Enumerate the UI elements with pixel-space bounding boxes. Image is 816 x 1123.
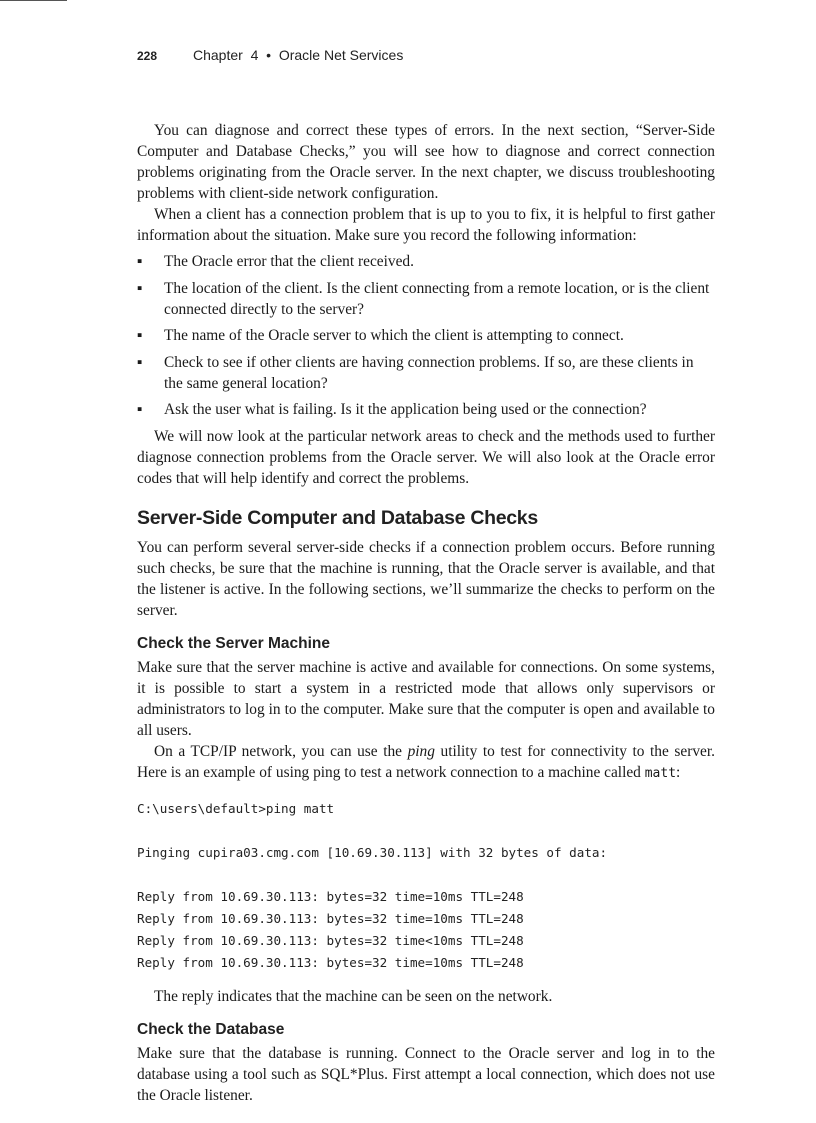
text-run: utility to test for connectivity to the server. Here is an example of using ping to test a network connection to a machine called — [137, 742, 715, 781]
chapter-title: Chapter 4 • Oracle Net Services — [193, 47, 404, 63]
corner-rule — [0, 0, 67, 1]
list-item-text: The location of the client. Is the client connecting from a remote location, or is the client connected directly to the server? — [164, 279, 710, 318]
code-line: Pinging cupira03.cmg.com [10.69.30.113] with 32 bytes of data: — [137, 844, 608, 860]
subsection-heading-machine: Check the Server Machine — [137, 634, 330, 652]
page-number: 228 — [137, 49, 158, 63]
list-item-text: The name of the Oracle server to which the client is attempting to connect. — [164, 327, 624, 344]
subsection-heading-database: Check the Database — [137, 1020, 285, 1038]
machine-paragraph-3: The reply indicates that the machine can be seen on the network. — [154, 987, 553, 1005]
section-paragraph: You can perform several server-side checks if a connection problem occurs. Before running such checks, be sure that the machine is running, that the Oracle server is available, and that the listener is active. In the following sections, we’ll summarize the checks to perform on the server. — [137, 538, 715, 619]
bullet-icon: ▪ — [137, 401, 143, 418]
bullet-icon: ▪ — [137, 279, 143, 297]
code-line: C:\users\default>ping matt — [137, 800, 335, 816]
page-body — [137, 120, 715, 1106]
list-item — [137, 278, 715, 320]
list-item — [137, 251, 715, 272]
machine-paragraph-1: Make sure that the server machine is active and available for connections. On some systems, it is possible to start a system in a restricted mode that allows only supervisors or administrators to log in to the computer. Make sure that the computer is open and available to all users. — [137, 658, 715, 739]
bullet-icon: ▪ — [137, 353, 143, 371]
code-line: Reply from 10.69.30.113: bytes=32 time=10ms TTL=248 — [137, 888, 524, 904]
code-line: Reply from 10.69.30.113: bytes=32 time=10ms TTL=248 — [137, 910, 524, 926]
ping-code-block — [137, 798, 715, 974]
list-item-text: Ask the user what is failing. Is it the application being used or the connection? — [164, 401, 647, 418]
section-heading: Server-Side Computer and Database Checks — [137, 506, 538, 529]
text-run: On a TCP/IP network, you can use the — [154, 742, 408, 760]
list-item-text: Check to see if other clients are having connection problems. If so, are these clients in the same general location? — [164, 353, 694, 392]
intro-paragraph-2: When a client has a connection problem that is up to you to fix, it is helpful to first gather information about the situation. Make sure you record the following information: — [137, 206, 715, 244]
machine-paragraph-2 — [137, 741, 715, 784]
list-item — [137, 325, 715, 346]
intro-paragraph-3: We will now look at the particular network areas to check and the methods used to further diagnose connection problems from the Oracle server. We will also look at the Oracle error codes that will help identify and correct the problems. — [137, 427, 715, 487]
list-item-text: The Oracle error that the client received. — [164, 253, 414, 270]
bullet-icon: ▪ — [137, 253, 143, 270]
code-line: Reply from 10.69.30.113: bytes=32 time<10ms TTL=248 — [137, 932, 524, 948]
database-paragraph: Make sure that the database is running. Connect to the Oracle server and log in to the database using a tool such as SQL*Plus. First attempt a local connection, which does not use the Oracle listener. — [137, 1044, 715, 1104]
list-item — [137, 399, 715, 420]
ping-term: ping — [407, 742, 435, 760]
running-header — [137, 47, 403, 63]
list-item — [137, 352, 715, 394]
bullet-icon: ▪ — [137, 327, 143, 344]
machine-name-code: matt — [644, 765, 677, 781]
intro-paragraph-1: You can diagnose and correct these types of errors. In the next section, “Server-Side Computer and Database Checks,” you will see how to diagnose and correct connection problems originating from the Oracle server. In the next chapter, we discuss troubleshooting problems with client-side network configuration. — [137, 122, 715, 202]
info-checklist — [137, 251, 715, 420]
text-run: : — [676, 763, 681, 781]
code-line: Reply from 10.69.30.113: bytes=32 time=10ms TTL=248 — [137, 954, 524, 970]
